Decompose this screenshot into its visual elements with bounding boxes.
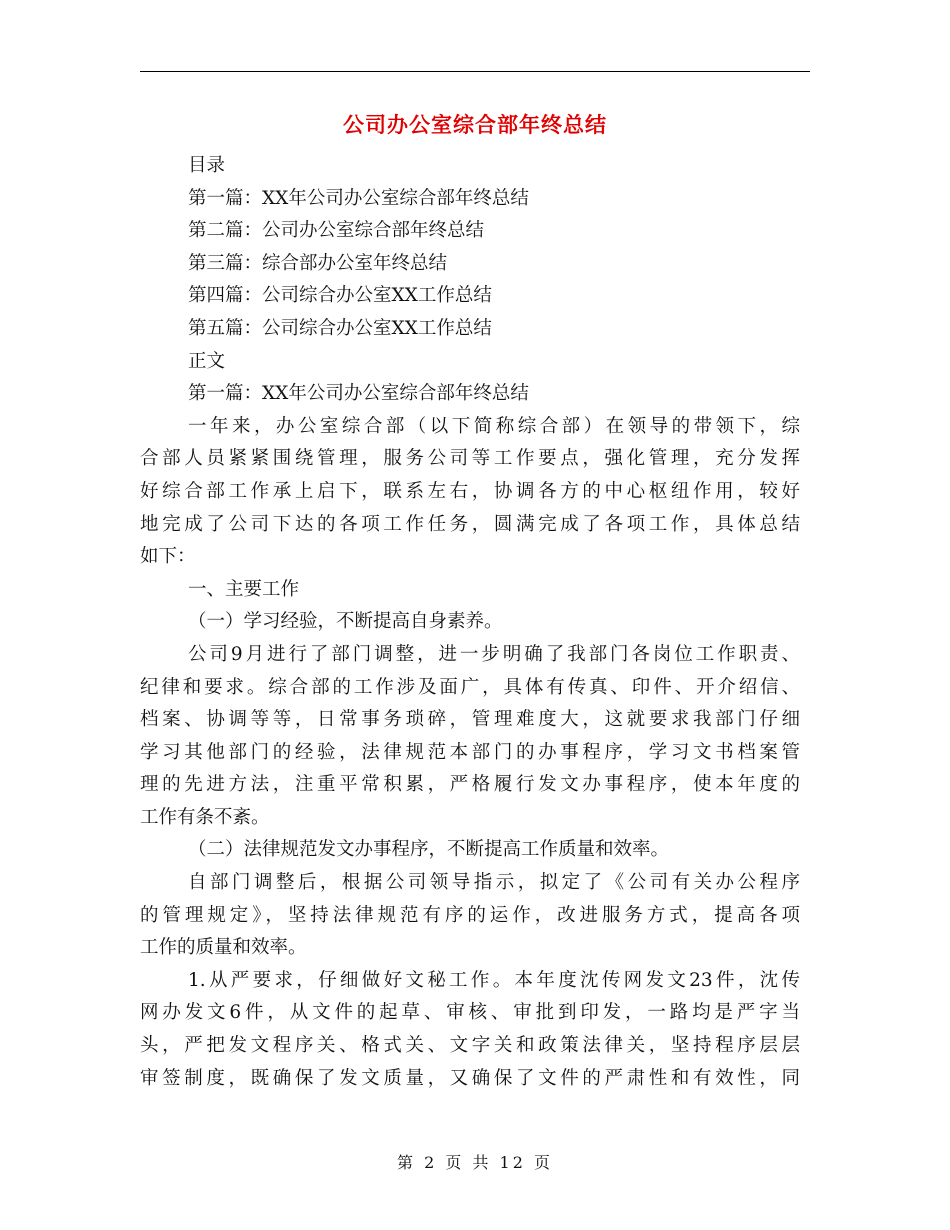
document-body (140, 150, 800, 1095)
page-footer: 第 2 页 共 12 页 (397, 1153, 553, 1172)
text-line: 工作的质量和效率。 (140, 937, 307, 959)
text-line: 正文 (188, 350, 226, 372)
header-rule (140, 71, 810, 72)
text-line: 纪律和要求。综合部的工作涉及面广，具体有传真、印件、开介绍信、 (140, 676, 800, 698)
text-line: 第一篇：XX年公司办公室综合部年终总结 (188, 383, 529, 405)
text-line: 第三篇：综合部办公室年终总结 (188, 252, 448, 274)
text-line: 第四篇：公司综合办公室XX工作总结 (188, 285, 492, 307)
document-title: 公司办公室综合部年终总结 (343, 113, 607, 137)
text-line: 如下： (140, 546, 196, 568)
text-line: 合部人员紧紧围绕管理，服务公司等工作要点，强化管理，充分发挥 (140, 448, 800, 470)
text-line: 地完成了公司下达的各项工作任务，圆满完成了各项工作，具体总结 (140, 513, 800, 535)
text-line: 的管理规定》，坚持法律规范有序的运作，改进服务方式，提高各项 (140, 904, 800, 926)
text-line: 公司9月进行了部门调整，进一步明确了我部门各岗位工作职责、 (188, 643, 800, 665)
text-line: 第一篇：XX年公司办公室综合部年终总结 (188, 187, 529, 209)
text-line: （二）法律规范发文办事程序，不断提高工作质量和效率。 (188, 839, 670, 861)
text-line: 一年来，办公室综合部（以下简称综合部）在领导的带领下，综 (188, 415, 800, 437)
text-line: 工作有条不紊。 (140, 806, 270, 828)
text-line: 好综合部工作承上启下，联系左右，协调各方的中心枢纽作用，较好 (140, 480, 800, 502)
text-line: 第二篇：公司办公室综合部年终总结 (188, 220, 485, 242)
text-line: 1.从严要求，仔细做好文秘工作。本年度沈传网发文23件，沈传 (188, 969, 800, 991)
text-line: 一、主要工作 (188, 578, 300, 600)
text-line: 审签制度，既确保了发文质量，又确保了文件的严肃性和有效性，同 (140, 1067, 800, 1089)
text-line: 目录 (188, 155, 226, 176)
text-line: 自部门调整后，根据公司领导指示，拟定了《公司有关办公程序 (188, 872, 800, 894)
text-line: 第五篇：公司综合办公室XX工作总结 (188, 317, 492, 339)
text-line: 网办发文6件，从文件的起草、审核、审批到印发，一路均是严字当 (140, 1002, 800, 1024)
text-line: 档案、协调等等，日常事务琐碎，管理难度大，这就要求我部门仔细 (140, 709, 800, 731)
text-line: 学习其他部门的经验，法律规范本部门的办事程序，学习文书档案管 (140, 741, 800, 763)
text-line: 理的先进方法，注重平常积累，严格履行发文办事程序，使本年度的 (140, 774, 800, 796)
text-line: 头，严把发文程序关、格式关、文字关和政策法律关，坚持程序层层 (140, 1035, 800, 1057)
text-line: （一）学习经验，不断提高自身素养。 (188, 611, 503, 633)
